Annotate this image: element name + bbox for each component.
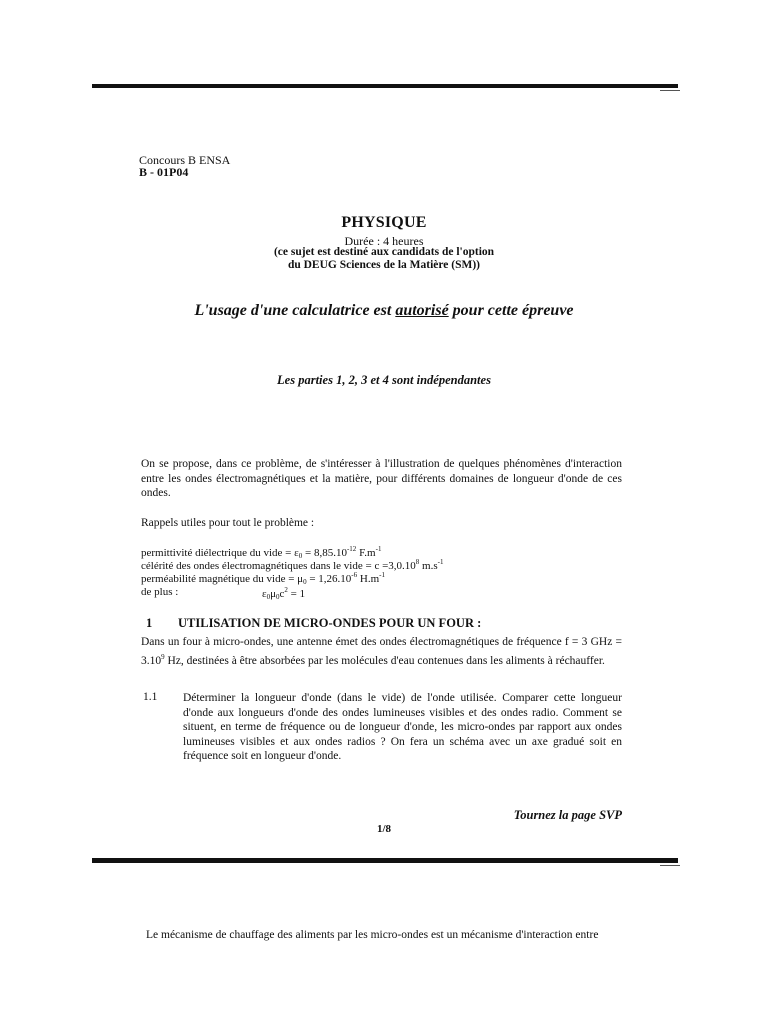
top-rule — [92, 84, 678, 88]
const-value: = 8,85.10 — [302, 547, 347, 559]
const-unit: m.s — [419, 560, 438, 572]
section-number: 1 — [146, 616, 153, 630]
contest-name: Concours B ENSA — [139, 153, 231, 167]
intro-paragraph: On se propose, dans ce problème, de s'intéresser à l'illustration de quelques phénomènes d'interaction entre les ondes électromagnétiques et la matière, pour différents domaines de longueur d'onde de ces ondes. — [141, 458, 622, 499]
question-number: 1.1 — [143, 691, 158, 703]
page-break-rule — [92, 858, 678, 863]
page-number: 1/8 — [376, 823, 392, 835]
const-value: = 1,26.10 — [306, 573, 352, 585]
calculator-notice — [0, 302, 768, 320]
const-sub: 0 — [298, 552, 303, 560]
next-page-first-line: Le mécanisme de chauffage des aliments par les micro-ondes est un mécanisme d'interaction entre — [146, 929, 599, 941]
exam-code: B - 01P04 — [139, 165, 189, 179]
const-exp: -12 — [346, 545, 357, 553]
parts-independence-note: Les parties 1, 2, 3 et 4 sont indépendantes — [277, 373, 491, 387]
section-paragraph — [141, 635, 622, 668]
moreover-label: de plus : — [141, 586, 179, 598]
formula-rest: = 1 — [287, 588, 306, 600]
relation-formula — [262, 586, 305, 601]
const-sub: 0 — [303, 578, 307, 586]
const-text: perméabilité magnétique du vide = μ — [141, 573, 304, 585]
const-exp: -6 — [351, 571, 358, 579]
const-unit-exp: -1 — [375, 545, 382, 553]
formula-sub: 0 — [266, 593, 271, 601]
formula-mu: μ — [270, 588, 277, 600]
const-unit-exp: -1 — [379, 571, 385, 579]
turn-page-note: Tournez la page SVP — [513, 808, 622, 822]
paragraph-text: Hz, destinées à être absorbées par les molécules d'eau contenues dans les aliments à réchauffer. — [164, 654, 605, 667]
page-break-rule-tail — [660, 865, 680, 866]
const-text: permittivité diélectrique du vide = ε — [141, 547, 299, 559]
constant-permeability — [141, 571, 385, 586]
const-text: célérité des ondes électromagnétiques dans le vide = c =3,0.10 — [141, 560, 416, 572]
const-unit-exp: -1 — [437, 558, 444, 566]
question-text: Déterminer la longueur d'onde (dans le vide) de l'onde utilisée. Comparer cette longueur d'onde aux longueurs d'onde des ondes lumineuses visibles et des ondes radio. Comment se situent, en terme de fréquence ou de longueur d'onde, les micro-ondes par rapport aux ondes lumineuses visibles et aux ondes radios ? On fera un schéma avec un axe gradué soit en fréquence soit en longueur d'onde. — [183, 692, 622, 762]
formula-eps: ε — [262, 588, 267, 600]
page-title: PHYSIQUE — [341, 214, 427, 231]
calculator-notice-part: L'usage d'une calculatrice est — [194, 302, 396, 319]
const-exp: 8 — [415, 558, 420, 566]
formula-c: c — [279, 588, 285, 600]
exam-duration: Durée : 4 heures — [344, 234, 424, 248]
formula-sub: 0 — [276, 593, 280, 601]
section-title: UTILISATION DE MICRO-ONDES POUR UN FOUR : — [178, 616, 482, 630]
constant-light-speed — [141, 558, 443, 572]
audience-line-2: du DEUG Sciences de la Matière (SM)) — [287, 259, 481, 271]
paragraph-exp: 9 — [161, 652, 165, 661]
formula-exp: 2 — [284, 586, 288, 594]
calculator-notice-emphasis: autorisé — [395, 302, 449, 319]
const-unit: H.m — [357, 573, 380, 585]
paragraph-text: Dans un four à micro-ondes, une antenne émet des ondes électromagnétiques de fréquence f = 3 GHz = 3.10 — [141, 636, 622, 667]
reminders-heading: Rappels utiles pour tout le problème : — [141, 517, 315, 529]
const-unit: F.m — [356, 547, 376, 559]
calculator-notice-part: pour cette épreuve — [448, 302, 574, 319]
audience-line-1: (ce sujet est destiné aux candidats de l'option — [273, 246, 495, 258]
top-rule-tail — [660, 90, 680, 91]
